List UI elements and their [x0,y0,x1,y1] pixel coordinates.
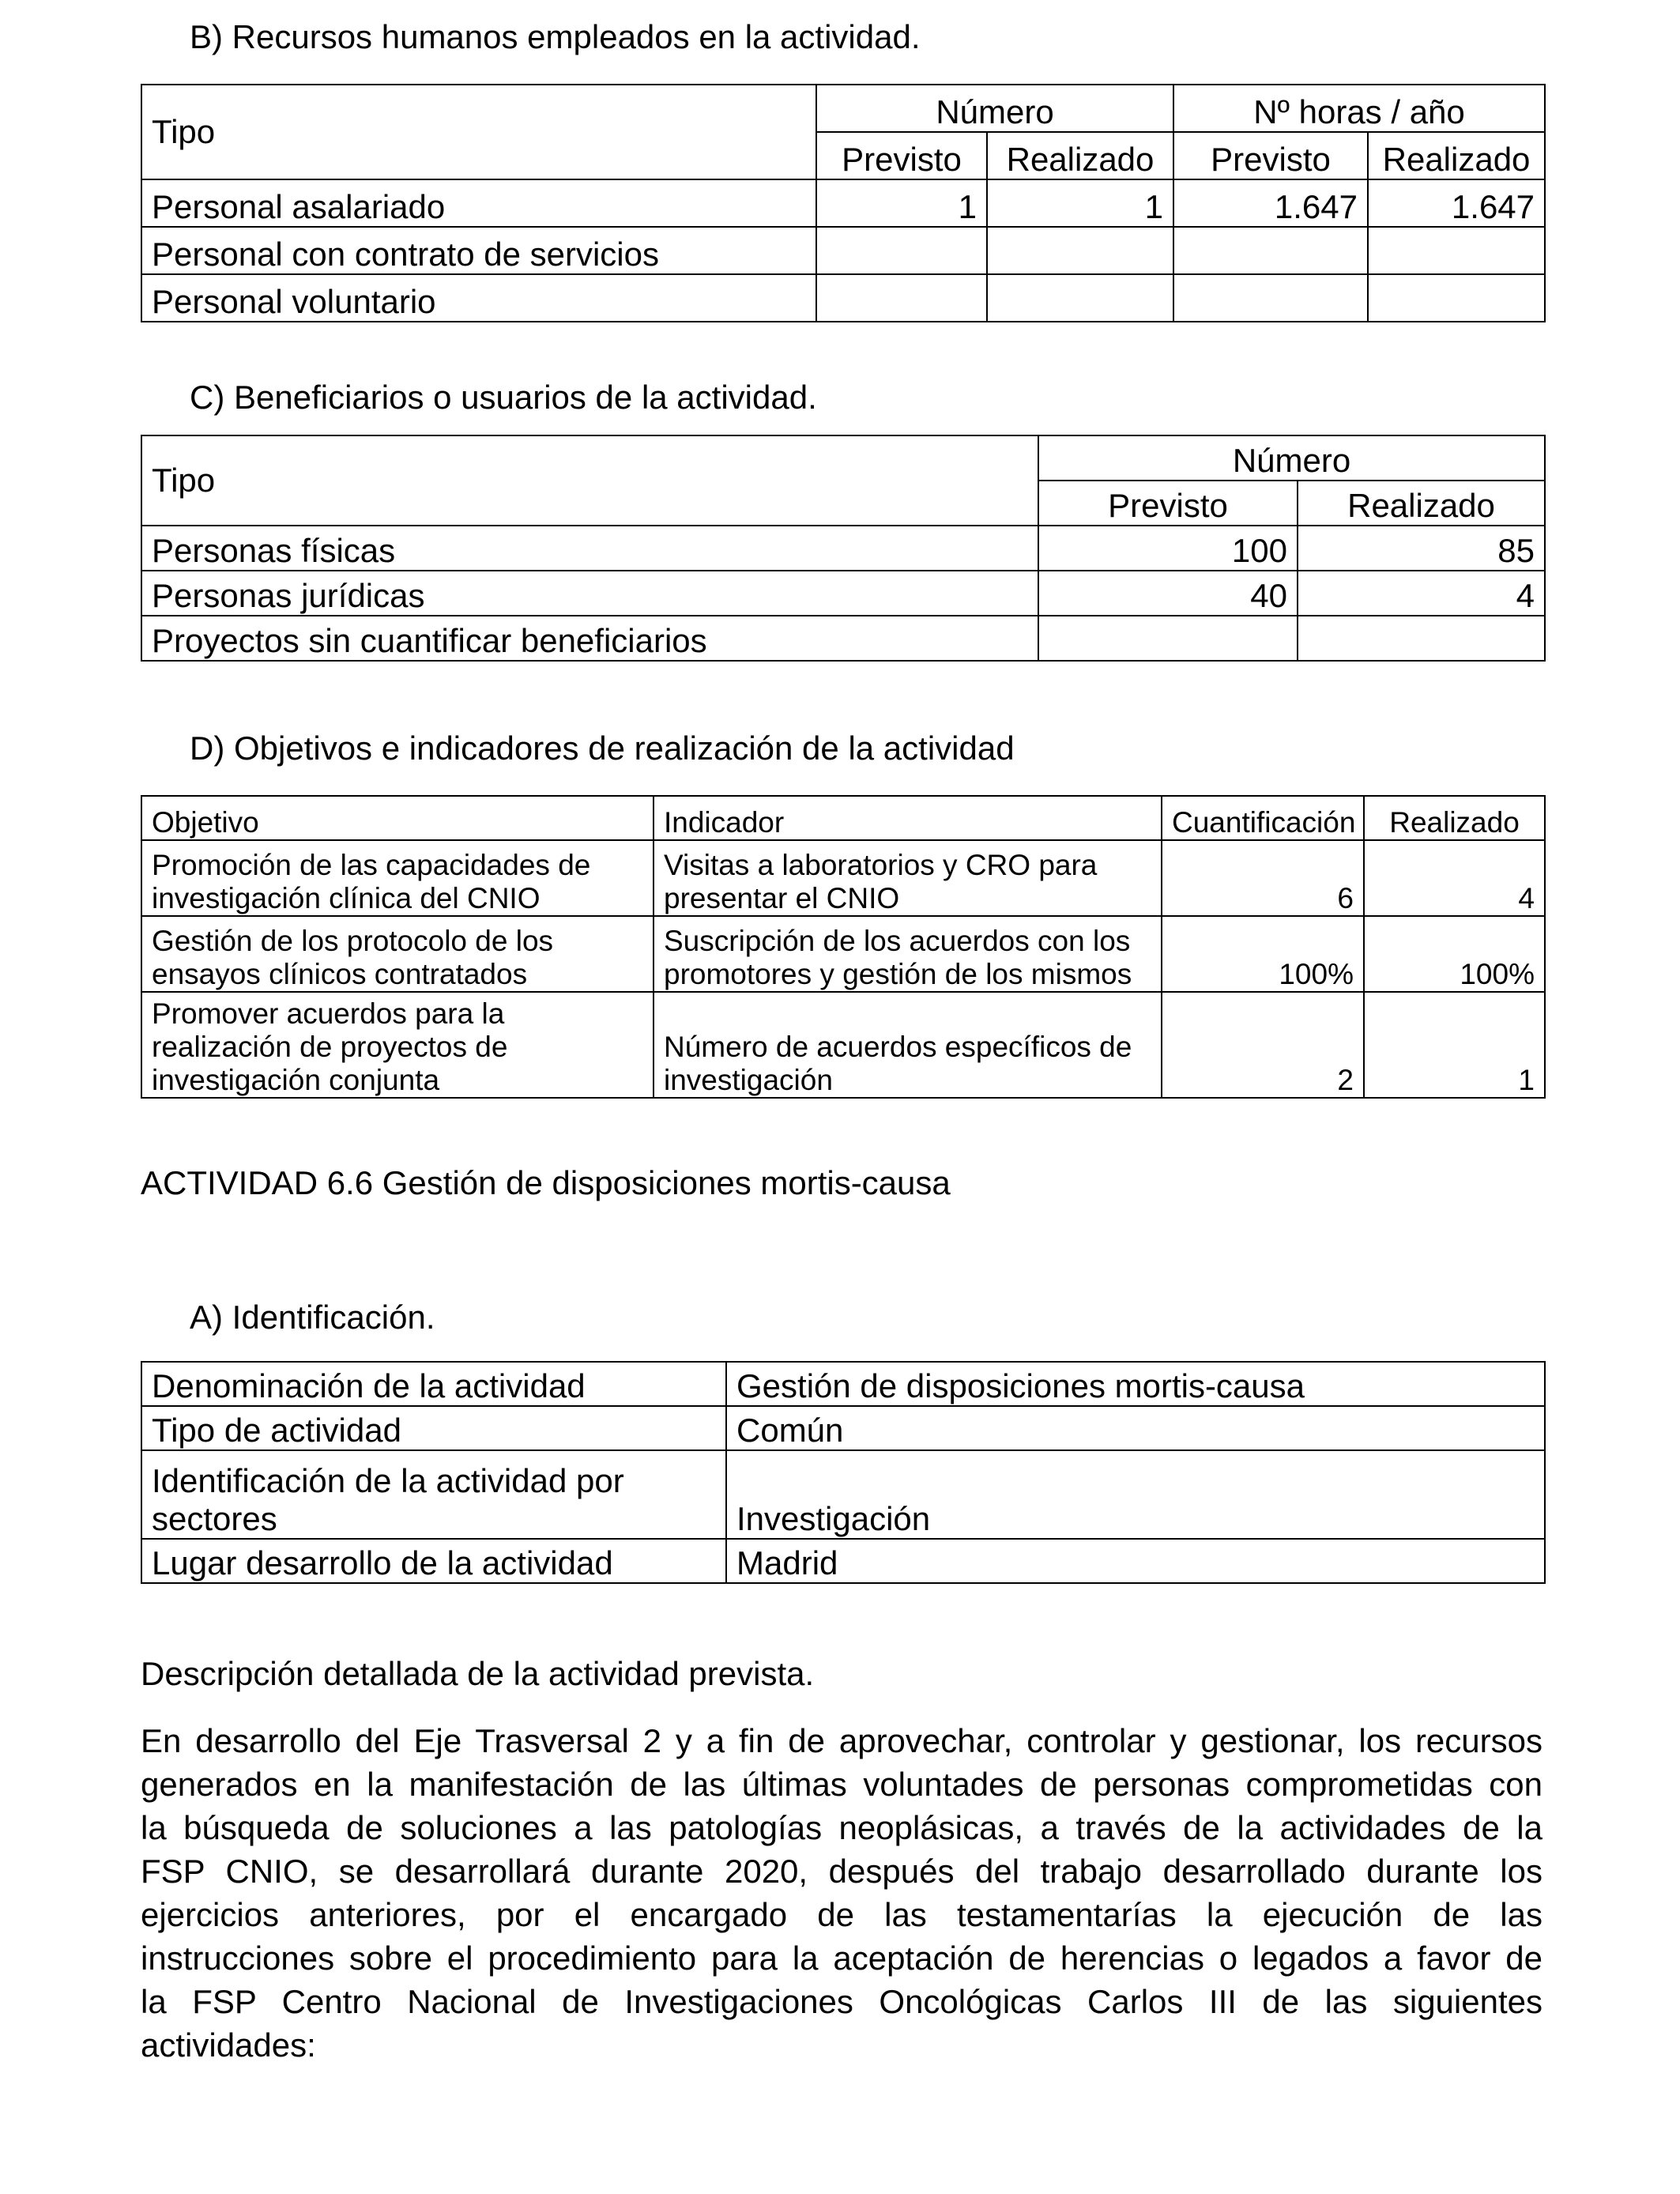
cell-label: Tipo de actividad [141,1406,726,1450]
indicador-line: investigación [664,1064,833,1096]
cell-previsto [1038,616,1298,661]
cell-tipo: Personal asalariado [141,179,816,227]
cell-horas-realizado: 1.647 [1368,179,1545,227]
cell-tipo: Personas jurídicas [141,571,1038,616]
cell-cuantificacion: 6 [1162,840,1364,916]
header-numero: Número [816,85,1173,132]
cell-horas-realizado [1368,274,1545,322]
cell-cuantificacion: 100% [1162,916,1364,992]
table-row [141,616,1545,661]
paragraph-line: generados en la manifestación de las últimas voluntades de personas comprometidas con [141,1766,1543,1803]
cell-label [141,1450,726,1539]
cell-value: Gestión de disposiciones mortis-causa [726,1362,1545,1406]
section-d-title: D) Objetivos e indicadores de realización de la actividad [190,729,1015,767]
paragraph-line: la FSP Centro Nacional de Investigaciones Oncológicas Carlos III de las siguientes [141,1983,1543,2020]
table-row [141,1406,1545,1450]
indicador-line: promotores y gestión de los mismos [664,958,1132,990]
objetivo-line: investigación clínica del CNIO [152,882,541,914]
indicador-line: presentar el CNIO [664,882,900,914]
table-row [141,1450,1545,1539]
cell-tipo: Personal voluntario [141,274,816,322]
header-indicador: Indicador [654,796,1162,840]
cell-indicador [654,992,1162,1098]
cell-realizado: 4 [1364,840,1545,916]
descripcion-title: Descripción detallada de la actividad prevista. [141,1655,815,1692]
table-row [141,1362,1545,1406]
actividad-title: ACTIVIDAD 6.6 Gestión de disposiciones mortis-causa [141,1164,951,1201]
cell-indicador [654,840,1162,916]
human-resources-table [141,84,1546,322]
table-row [141,274,1545,322]
cell-objetivo [141,916,654,992]
label-line: sectores [152,1500,277,1537]
cell-num-previsto: 1 [816,179,987,227]
objetivo-line: Gestión de los protocolo de los [152,925,554,957]
cell-num-realizado: 1 [987,179,1173,227]
cell-num-previsto [816,227,987,274]
descripcion-paragraph [141,1719,1543,2067]
header-tipo: Tipo [141,85,816,179]
cell-objetivo [141,840,654,916]
cell-value: Investigación [726,1450,1545,1539]
table-row [141,227,1545,274]
cell-label: Lugar desarrollo de la actividad [141,1539,726,1583]
objetivo-line: realización de proyectos de [152,1031,508,1063]
section-b-title: B) Recursos humanos empleados en la actividad. [190,18,921,55]
cell-cuantificacion: 2 [1162,992,1364,1098]
header-realizado: Realizado [987,132,1173,179]
cell-horas-previsto: 1.647 [1173,179,1368,227]
cell-realizado: 100% [1364,916,1545,992]
table-row [141,179,1545,227]
cell-objetivo [141,992,654,1098]
cell-realizado: 1 [1364,992,1545,1098]
header-cuantificacion: Cuantificación [1162,796,1364,840]
cell-label: Denominación de la actividad [141,1362,726,1406]
header-numero: Número [1038,435,1545,481]
cell-tipo: Personas físicas [141,526,1038,571]
cell-tipo: Proyectos sin cuantificar beneficiarios [141,616,1038,661]
table-row [141,526,1545,571]
indicador-line: Número de acuerdos específicos de [664,1031,1132,1063]
cell-value: Madrid [726,1539,1545,1583]
cell-num-realizado [987,227,1173,274]
cell-realizado: 4 [1298,571,1545,616]
objetivo-line: investigación conjunta [152,1064,440,1096]
cell-indicador [654,916,1162,992]
objetivo-line: ensayos clínicos contratados [152,958,528,990]
header-previsto: Previsto [816,132,987,179]
beneficiaries-table [141,435,1546,662]
cell-realizado [1298,616,1545,661]
table-row [141,1539,1545,1583]
cell-value: Común [726,1406,1545,1450]
header-previsto: Previsto [1173,132,1368,179]
header-previsto: Previsto [1038,481,1298,526]
section-c-title: C) Beneficiarios o usuarios de la actividad. [190,379,817,416]
identification-table [141,1361,1546,1584]
cell-tipo: Personal con contrato de servicios [141,227,816,274]
section-a-title: A) Identificación. [190,1299,435,1336]
cell-horas-previsto [1173,227,1368,274]
paragraph-line: FSP CNIO, se desarrollará durante 2020, después del trabajo desarrollado durante los [141,1853,1543,1890]
table-row [141,840,1545,916]
cell-realizado: 85 [1298,526,1545,571]
table-row [141,571,1545,616]
objetivo-line: Promoción de las capacidades de [152,849,591,881]
paragraph-line: actividades: [141,2026,316,2064]
indicador-line: Visitas a laboratorios y CRO para [664,849,1098,881]
header-tipo: Tipo [141,435,1038,526]
header-realizado: Realizado [1368,132,1545,179]
paragraph-line: En desarrollo del Eje Trasversal 2 y a fin de aprovechar, controlar y gestionar, los recursos [141,1722,1543,1759]
cell-num-realizado [987,274,1173,322]
table-row [141,916,1545,992]
cell-horas-realizado [1368,227,1545,274]
paragraph-line: la búsqueda de soluciones a las patologías neoplásicas, a través de la actividades de la [141,1809,1543,1846]
table-row [141,992,1545,1098]
header-realizado: Realizado [1364,796,1545,840]
header-objetivo: Objetivo [141,796,654,840]
cell-previsto: 100 [1038,526,1298,571]
cell-horas-previsto [1173,274,1368,322]
label-line: Identificación de la actividad por [152,1462,624,1499]
indicador-line: Suscripción de los acuerdos con los [664,925,1131,957]
objectives-table [141,795,1546,1099]
header-horas: Nº horas / año [1173,85,1545,132]
header-realizado: Realizado [1298,481,1545,526]
paragraph-line: instrucciones sobre el procedimiento para la aceptación de herencias o legados a favor de [141,1940,1543,1977]
objetivo-line: Promover acuerdos para la [152,997,505,1030]
paragraph-line: ejercicios anteriores, por el encargado de las testamentarías la ejecución de las [141,1896,1543,1933]
cell-previsto: 40 [1038,571,1298,616]
cell-num-previsto [816,274,987,322]
